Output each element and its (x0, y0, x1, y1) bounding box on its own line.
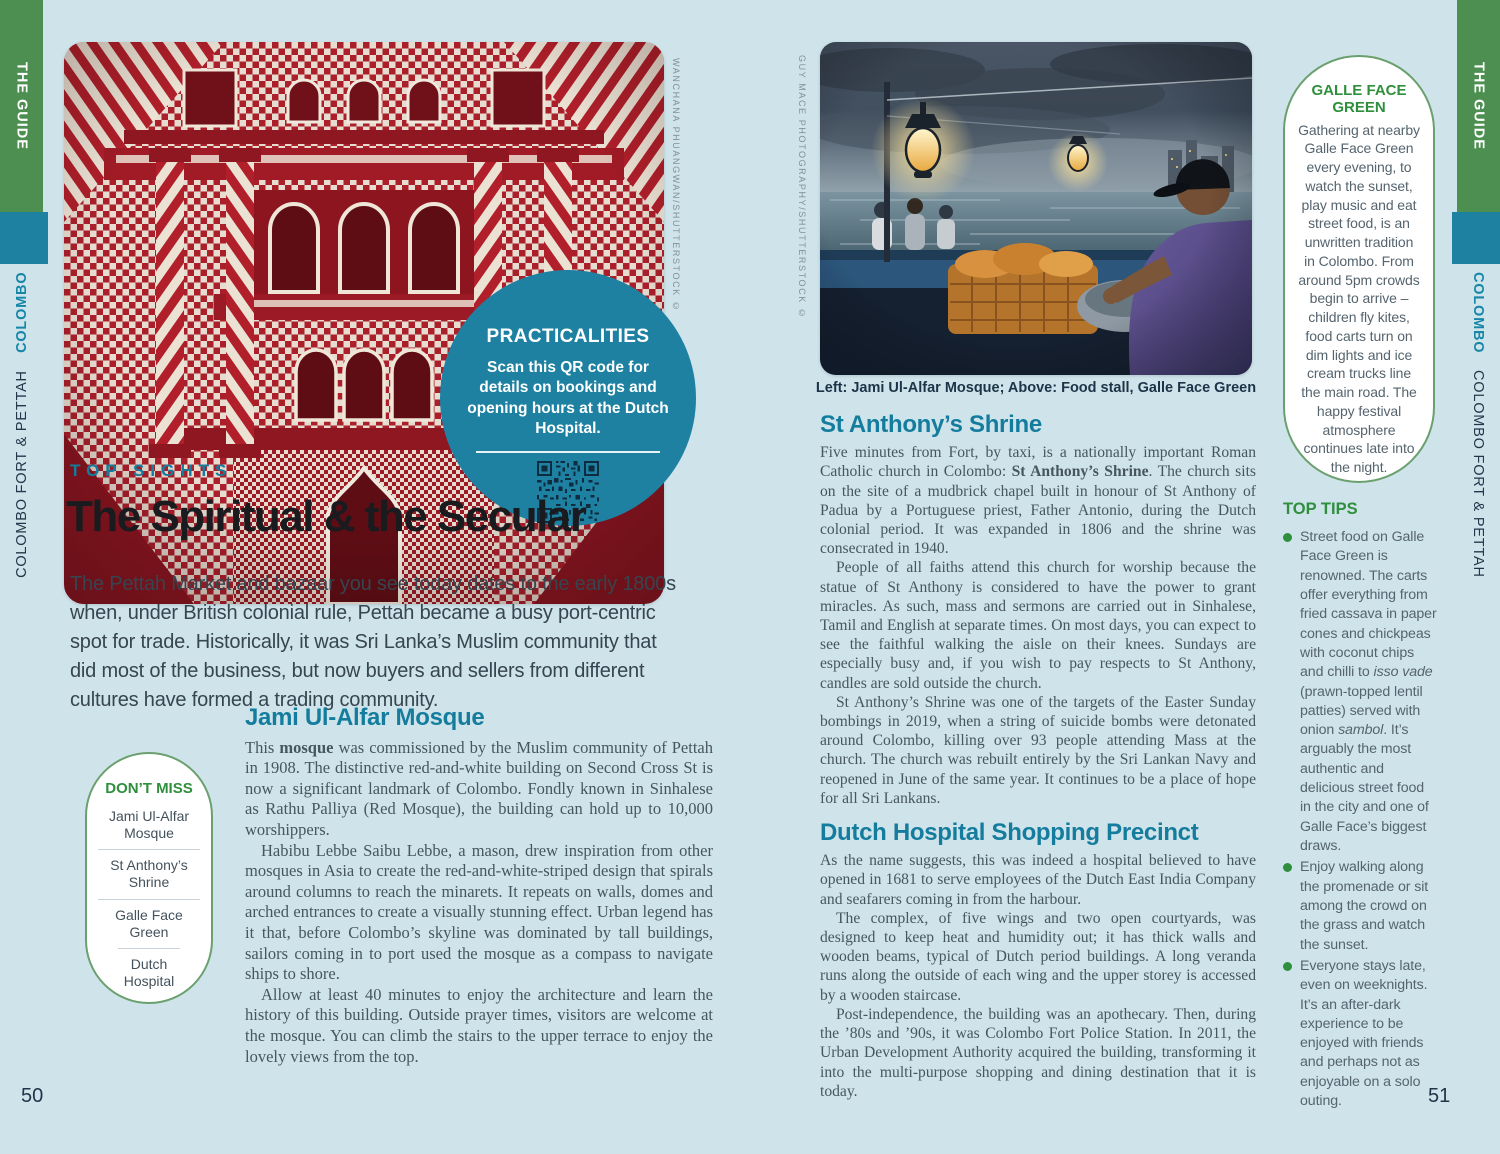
left-edge-section-label (14, 272, 30, 578)
food-stall-photo (820, 42, 1252, 375)
dont-miss-box (85, 752, 213, 1004)
list-item (1283, 858, 1437, 955)
intro-paragraph: The Pettah Market and bazaar you see today dates to the early 1800s when, under British colonial rule, Pettah became a busy port-centric spot for trade. Historically, it was Sri Lanka’s Muslim community that did most of the business, but now buyers and sellers from different cultures have formed a trading community. (70, 573, 676, 711)
chapter-name: COLOMBO (14, 272, 30, 354)
text-run: . It’s arguably the most authentic and delicious street food in the city and one of Galle Face’s biggest draws. (1300, 722, 1429, 854)
practicalities-text: Scan this QR code for details on bookings and opening hours at the Dutch Hospital. (467, 359, 669, 438)
tip-text (1300, 528, 1437, 856)
paragraph: The complex, of five wings and two open courtyards, was designed to keep heat and humidity out; it has thick walls and wooden beams, typical of Dutch period buildings. A long veranda runs along the outside of each wing and the upper storey is accessed by a wooden staircase. (820, 909, 1256, 1004)
list-item: Dutch Hospital (118, 948, 180, 997)
practicalities-circle (440, 270, 696, 526)
paragraph: As the name suggests, this was indeed a hospital believed to have opened in 1681 to serve employees of the Dutch East India Company and seafarers coming in from the harbour. (820, 852, 1256, 908)
guide-tab-label: THE GUIDE (1470, 62, 1487, 150)
right-edge-guide-tab (1457, 0, 1500, 212)
tip-text: Enjoy walking along the promenade or sit among the crowd on the grass and watch the sunset. (1300, 859, 1429, 953)
paragraph: Habibu Lebbe Saibu Lebbe, a mason, drew inspiration from other mosques in Asia to create the red-and-white-striped design that spirals around columns to reach the minarets. It repeats on walls, domes and arched entrances to create a visually stunning effect. Urban legend has it that, before Colombo’s skyline was dominated by tall buildings, sailors coming in to port used the mosque as a compass to navigate ships to shore. (245, 840, 713, 984)
jami-mosque-section (245, 704, 713, 1067)
right-edge-teal-block (1452, 212, 1500, 264)
left-edge-guide-tab (0, 0, 43, 212)
kicker-top-sights: TOP SIGHTS (70, 461, 233, 480)
right-edge-section-label (1470, 272, 1486, 578)
section-heading: Dutch Hospital Shopping Precinct (820, 819, 1199, 847)
page-number-left: 50 (21, 1085, 44, 1107)
bold-text-run: mosque (279, 737, 334, 757)
list-item (1283, 957, 1437, 1112)
galle-face-green-box (1283, 55, 1435, 483)
text-run: This (245, 737, 280, 757)
left-edge-teal-block (0, 212, 48, 264)
section-heading: Jami Ul-Alfar Mosque (245, 704, 485, 731)
italic-text-run: sambol (1338, 722, 1384, 739)
page-number-right: 51 (1428, 1085, 1451, 1107)
paragraph: St Anthony’s Shrine was one of the targets of the Easter Sunday bombings in 2019, when a string of suicide bombs were detonated around Colombo, killing over 93 people attending Mass at the church. The church was rebuilt entirely by the Sri Lankan Navy and reopened in June of the same year. It continues to be a place of hope for all Sri Lankans. (820, 693, 1256, 807)
text-run: was commissioned by the Muslim community of Pettah in 1908. The distinctive red-and-white building on Second Cross St is now a significant landmark of Colombo. Fondly known in Sinhalese as Rathu Palliya (Red Mosque), the building can hold up to 10,000 worshippers. (245, 737, 713, 839)
top-tips-box (1283, 500, 1437, 1113)
galle-face-title: GALLE FACE GREEN (1311, 82, 1407, 117)
page-title: The Spiritual & the Secular (66, 492, 586, 541)
text-run: Street food on Galle Face Green is renowned. The carts offer everything from fried cassava in paper cones and chickpeas with coconut chips and chilli to (1300, 529, 1437, 681)
paragraph (245, 738, 713, 841)
practicalities-title: PRACTICALITIES (486, 326, 650, 347)
paragraph: Post-independence, the building was an apothecary. Then, during the ’80s and ’90s, it was Colombo Fort Police Station. In 2011, the Urban Development Authority acquired the building, transforming it into the multi-purpose shopping and dining destination that it is today. (820, 1005, 1256, 1100)
list-item (1283, 528, 1437, 856)
bullet-icon (1283, 962, 1292, 971)
food-stall-photo-illustration (820, 42, 1252, 375)
tip-text: Everyone stays late, even on weeknights. It’s an after-dark experience to be enjoyed with friends and perhaps not as enjoyable on a solo outing. (1300, 957, 1428, 1110)
section-name: COLOMBO FORT & PETTAH (14, 370, 30, 578)
paragraph: Allow at least 40 minutes to enjoy the architecture and learn the history of this building. Outside prayer times, visitors are welcome at the mosque. You can climb the stairs to the upper terrace to enjoy the lovely views from the top. (245, 984, 713, 1066)
dont-miss-title: DON’T MISS (105, 780, 193, 797)
list-item: St Anthony’s Shrine (98, 849, 200, 898)
section-name: COLOMBO FORT & PETTAH (1470, 370, 1486, 578)
text-run: Five minutes from Fort, by taxi, is a nationally important Roman Catholic church in Colombo: (820, 444, 1256, 481)
italic-text-run: isso vade (1373, 664, 1433, 681)
top-tips-title: TOP TIPS (1283, 500, 1358, 518)
section-heading: St Anthony’s Shrine (820, 411, 1042, 438)
right-page-articles (820, 400, 1256, 1101)
photo-credit: GUY MACE PHOTOGRAPHY/SHUTTERSTOCK © (797, 55, 807, 320)
photo-caption: Left: Jami Ul-Alfar Mosque; Above: Food stall, Galle Face Green (815, 380, 1257, 396)
paragraph: People of all faiths attend this church for worship because the statue of St Anthony is considered to have the power to grant miracles. As such, mass and sermons are carried out in Sinhalese, Tamil and English at separate times. On most days, you can expect to see the faithful walking the aisle on their knees. Sundays are especially busy and, if you wish to pay respects to St Anthony, candles are sold outside the church. (820, 559, 1256, 692)
list-item: Galle Face Green (98, 899, 200, 948)
paragraph (820, 443, 1256, 558)
text-run: (prawn-topped lentil patties) served with onion (1300, 683, 1423, 739)
guide-tab-label: THE GUIDE (13, 62, 30, 150)
list-item: Jami Ul-Alfar Mosque (108, 808, 190, 842)
galle-face-text: Gathering at nearby Galle Face Green every evening, to watch the sunset, play music and eat street food, is an unwritten tradition in Colombo. From around 5pm crowds begin to arrive – children fly kites, food carts turn on dim lights and ice cream trucks line the main road. The happy festival atmosphere continues late into the night. (1298, 121, 1420, 475)
divider (476, 451, 660, 453)
text-run: . The church sits on the site of a mudbrick chapel built in honour of St Anthony of Padua by a Portuguese priest, Father Antonio, during the Dutch colonial period. It was expanded in 1806 and the shrine was consecrated in 1940. (820, 463, 1256, 558)
bullet-icon (1283, 533, 1292, 542)
bold-text-run: St Anthony’s Shrine (1011, 463, 1149, 481)
photo-credit: WANCHANA PHUANGWAN/SHUTTERSTOCK © (671, 58, 681, 313)
bullet-icon (1283, 863, 1292, 872)
chapter-name: COLOMBO (1470, 272, 1486, 354)
